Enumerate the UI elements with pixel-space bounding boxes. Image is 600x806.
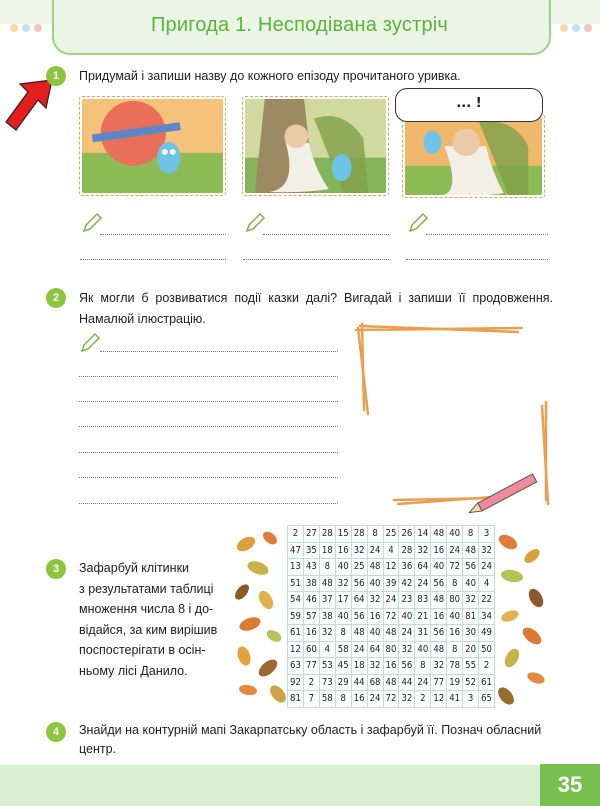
grid-cell[interactable]: 7: [303, 691, 319, 708]
writing-line[interactable]: [79, 452, 338, 453]
grid-cell[interactable]: 53: [319, 658, 335, 675]
grid-cell[interactable]: 24: [367, 542, 383, 559]
grid-cell[interactable]: 48: [463, 542, 479, 559]
grid-cell[interactable]: 40: [367, 575, 383, 592]
grid-cell[interactable]: 81: [463, 608, 479, 625]
grid-cell[interactable]: 40: [335, 608, 351, 625]
grid-cell[interactable]: 56: [431, 575, 447, 592]
grid-cell[interactable]: 81: [288, 691, 304, 708]
grid-cell[interactable]: 24: [351, 641, 367, 658]
grid-cell[interactable]: 19: [447, 674, 463, 691]
writing-line[interactable]: [79, 477, 338, 478]
grid-cell[interactable]: 64: [367, 641, 383, 658]
grid-row: [288, 559, 495, 576]
grid-cell[interactable]: 48: [351, 625, 367, 642]
drawing-area-frame[interactable]: [350, 322, 556, 514]
grid-cell[interactable]: 2: [415, 691, 431, 708]
illustration-2: [242, 96, 389, 196]
grid-cell[interactable]: 58: [319, 691, 335, 708]
grid-cell[interactable]: 32: [351, 542, 367, 559]
grid-cell[interactable]: 40: [367, 625, 383, 642]
grid-cell[interactable]: 77: [303, 658, 319, 675]
grid-cell[interactable]: 3: [463, 691, 479, 708]
grid-cell[interactable]: 24: [383, 592, 399, 609]
grid-cell[interactable]: 38: [303, 575, 319, 592]
grid-cell[interactable]: 50: [479, 641, 495, 658]
pencil-icon: [79, 332, 101, 354]
grid-cell[interactable]: 18: [351, 658, 367, 675]
grid-cell[interactable]: 56: [399, 658, 415, 675]
grid-cell[interactable]: 16: [335, 542, 351, 559]
grid-row: [288, 608, 495, 625]
page-title: Пригода 1. Несподівана зустріч: [150, 14, 449, 36]
grid-row: [288, 526, 495, 543]
grid-cell[interactable]: 40: [447, 608, 463, 625]
grid-cell[interactable]: 49: [479, 625, 495, 642]
grid-cell[interactable]: 4: [383, 542, 399, 559]
writing-line[interactable]: [406, 259, 548, 260]
grid-cell[interactable]: 12: [383, 559, 399, 576]
decor-dot: [10, 24, 18, 32]
grid-cell[interactable]: 24: [479, 559, 495, 576]
grid-cell[interactable]: 37: [319, 592, 335, 609]
task-3-line: Зафарбуй клітинки: [79, 561, 190, 575]
grid-cell[interactable]: 80: [383, 641, 399, 658]
grid-cell[interactable]: 28: [319, 526, 335, 543]
grid-cell[interactable]: 8: [447, 575, 463, 592]
grid-cell[interactable]: 15: [335, 526, 351, 543]
task-number: 3: [46, 559, 66, 579]
grid-cell[interactable]: 59: [288, 608, 304, 625]
grid-cell[interactable]: 18: [319, 542, 335, 559]
grid-cell[interactable]: 32: [335, 575, 351, 592]
grid-row: [288, 658, 495, 675]
grid-cell[interactable]: 32: [463, 592, 479, 609]
grid-cell[interactable]: 40: [399, 608, 415, 625]
writing-line[interactable]: [79, 401, 338, 402]
grid-cell[interactable]: 32: [319, 625, 335, 642]
grid-cell[interactable]: 51: [288, 575, 304, 592]
grid-cell[interactable]: 32: [367, 658, 383, 675]
grid-cell[interactable]: 54: [288, 592, 304, 609]
grid-cell[interactable]: 57: [303, 608, 319, 625]
grid-cell[interactable]: 16: [351, 691, 367, 708]
illustration-1: [79, 96, 226, 196]
writing-line[interactable]: [79, 426, 338, 427]
grid-cell[interactable]: 40: [431, 559, 447, 576]
task-number: 1: [46, 66, 66, 86]
grid-row: [288, 575, 495, 592]
speech-bubble: ... !: [395, 88, 543, 122]
grid-cell[interactable]: 56: [431, 625, 447, 642]
grid-cell[interactable]: 41: [447, 691, 463, 708]
grid-cell[interactable]: 24: [415, 575, 431, 592]
grid-cell[interactable]: 48: [431, 592, 447, 609]
grid-cell[interactable]: 48: [431, 641, 447, 658]
multiplication-grid: [287, 525, 495, 708]
grid-cell[interactable]: 61: [479, 674, 495, 691]
grid-cell[interactable]: 32: [399, 691, 415, 708]
grid-cell[interactable]: 17: [335, 592, 351, 609]
grid-cell[interactable]: 4: [479, 575, 495, 592]
grid-cell[interactable]: 8: [415, 658, 431, 675]
grid-cell[interactable]: 32: [367, 592, 383, 609]
grid-cell[interactable]: 77: [431, 674, 447, 691]
grid-cell[interactable]: 2: [479, 658, 495, 675]
task-number: 4: [46, 722, 66, 742]
grid-cell[interactable]: 64: [351, 592, 367, 609]
grid-cell[interactable]: 68: [367, 674, 383, 691]
task-2-text: Як могли б розвиватися події казки далі? Вигадай і запиши її продовження. Намалюй ілюстрацію.: [79, 291, 553, 326]
writing-line[interactable]: [426, 234, 548, 235]
grid-cell[interactable]: 4: [319, 641, 335, 658]
grid-cell[interactable]: 72: [383, 691, 399, 708]
grid-cell[interactable]: 58: [335, 641, 351, 658]
writing-line[interactable]: [263, 234, 389, 235]
grid-cell[interactable]: 24: [367, 691, 383, 708]
grid-cell[interactable]: 52: [463, 674, 479, 691]
grid-cell[interactable]: 40: [463, 575, 479, 592]
task-4-text: Знайди на контурній мапі Закарпатську область і зафарбуй її. Познач обласний центр.: [79, 723, 542, 756]
grid-cell[interactable]: 8: [335, 625, 351, 642]
grid-cell[interactable]: 28: [351, 526, 367, 543]
grid-cell[interactable]: 29: [335, 674, 351, 691]
task-3-line: ньому лісі Данило.: [79, 663, 188, 678]
writing-line[interactable]: [100, 234, 226, 235]
grid-cell[interactable]: 16: [303, 625, 319, 642]
decor-dot: [560, 24, 568, 32]
grid-cell[interactable]: 24: [415, 674, 431, 691]
grid-cell[interactable]: 72: [383, 608, 399, 625]
task-3-line: поспостерігати в осін-: [79, 643, 206, 657]
grid-cell[interactable]: 32: [431, 658, 447, 675]
grid-cell[interactable]: 55: [463, 658, 479, 675]
decor-dot: [572, 24, 580, 32]
decor-dot: [22, 24, 30, 32]
footer-band: [0, 765, 600, 806]
grid-cell[interactable]: 48: [383, 674, 399, 691]
grid-cell[interactable]: 32: [479, 542, 495, 559]
grid-cell[interactable]: 56: [463, 559, 479, 576]
grid-cell[interactable]: 40: [335, 559, 351, 576]
pencil-icon: [81, 212, 103, 234]
grid-cell[interactable]: 56: [351, 575, 367, 592]
grid-cell[interactable]: 8: [319, 559, 335, 576]
grid-cell[interactable]: 34: [479, 608, 495, 625]
writing-line[interactable]: [80, 259, 226, 260]
grid-cell[interactable]: 40: [447, 526, 463, 543]
grid-cell[interactable]: 36: [399, 559, 415, 576]
grid-row: [288, 625, 495, 642]
grid-cell[interactable]: 32: [399, 641, 415, 658]
grid-cell[interactable]: 42: [399, 575, 415, 592]
grid-cell[interactable]: 92: [288, 674, 304, 691]
grid-cell[interactable]: 8: [367, 526, 383, 543]
grid-cell[interactable]: 24: [447, 542, 463, 559]
grid-cell[interactable]: 48: [431, 526, 447, 543]
grid-cell[interactable]: 44: [351, 674, 367, 691]
task-3-line: з результатами таблиці: [79, 581, 214, 596]
grid-cell[interactable]: 63: [288, 658, 304, 675]
grid-cell[interactable]: 27: [303, 526, 319, 543]
grid-cell[interactable]: 45: [335, 658, 351, 675]
writing-line[interactable]: [79, 503, 338, 504]
writing-line[interactable]: [243, 259, 389, 260]
grid-cell[interactable]: 16: [367, 608, 383, 625]
grid-cell[interactable]: 14: [415, 526, 431, 543]
grid-cell[interactable]: 25: [383, 526, 399, 543]
grid-row: [288, 674, 495, 691]
grid-cell[interactable]: 73: [319, 674, 335, 691]
grid-cell[interactable]: 16: [431, 542, 447, 559]
task-number: 2: [46, 288, 66, 308]
grid-cell[interactable]: 61: [288, 625, 304, 642]
grid-cell[interactable]: 40: [415, 641, 431, 658]
grid-cell[interactable]: 83: [415, 592, 431, 609]
grid-cell[interactable]: 60: [303, 641, 319, 658]
grid-cell[interactable]: 21: [415, 608, 431, 625]
grid-cell[interactable]: 80: [447, 592, 463, 609]
grid-cell[interactable]: 8: [447, 641, 463, 658]
grid-cell[interactable]: 22: [479, 592, 495, 609]
grid-cell[interactable]: 31: [415, 625, 431, 642]
page-number: 35: [540, 764, 600, 806]
grid-cell[interactable]: 2: [288, 526, 304, 543]
grid-cell[interactable]: 48: [367, 559, 383, 576]
grid-cell[interactable]: 8: [335, 691, 351, 708]
grid-row: [288, 691, 495, 708]
task-3-line: відайся, за ким вирішив: [79, 622, 218, 637]
task-3-line: множення числа 8 і до-: [79, 602, 214, 616]
grid-row: [288, 592, 495, 609]
grid-cell[interactable]: 78: [447, 658, 463, 675]
grid-cell[interactable]: 56: [351, 608, 367, 625]
grid-cell[interactable]: 16: [447, 625, 463, 642]
illustration-3: [402, 114, 545, 198]
red-arrow-icon: [2, 78, 58, 136]
grid-cell[interactable]: 12: [288, 641, 304, 658]
grid-cell[interactable]: 8: [463, 526, 479, 543]
grid-cell[interactable]: 44: [399, 674, 415, 691]
grid-cell[interactable]: 64: [415, 559, 431, 576]
grid-cell[interactable]: 12: [431, 691, 447, 708]
writing-line[interactable]: [100, 351, 338, 352]
grid-cell[interactable]: 39: [383, 575, 399, 592]
grid-cell[interactable]: 20: [463, 641, 479, 658]
grid-cell[interactable]: 35: [303, 542, 319, 559]
decor-dot: [584, 24, 592, 32]
grid-cell[interactable]: 26: [399, 526, 415, 543]
grid-cell[interactable]: 16: [383, 658, 399, 675]
grid-cell[interactable]: 24: [399, 625, 415, 642]
grid-cell[interactable]: 65: [479, 691, 495, 708]
grid-cell[interactable]: 72: [447, 559, 463, 576]
grid-cell[interactable]: 23: [399, 592, 415, 609]
grid-cell[interactable]: 2: [303, 674, 319, 691]
grid-cell[interactable]: 32: [415, 542, 431, 559]
pencil-icon: [244, 212, 266, 234]
grid-cell[interactable]: 30: [463, 625, 479, 642]
grid-row: [288, 641, 495, 658]
grid-row: [288, 542, 495, 559]
task-3-text: [79, 558, 217, 681]
grid-cell[interactable]: 47: [288, 542, 304, 559]
grid-cell[interactable]: 3: [479, 526, 495, 543]
decor-dot: [34, 24, 42, 32]
grid-cell[interactable]: 46: [303, 592, 319, 609]
grid-cell[interactable]: 48: [383, 625, 399, 642]
pencil-icon: [407, 212, 429, 234]
grid-cell[interactable]: 25: [351, 559, 367, 576]
grid-cell[interactable]: 43: [303, 559, 319, 576]
task-1-text: Придумай і запиши назву до кожного епізоду прочитаного уривка.: [79, 69, 461, 83]
grid-cell[interactable]: 13: [288, 559, 304, 576]
writing-line[interactable]: [79, 376, 338, 377]
grid-cell[interactable]: 28: [399, 542, 415, 559]
grid-cell[interactable]: 16: [431, 608, 447, 625]
grid-cell[interactable]: 48: [319, 575, 335, 592]
grid-cell[interactable]: 38: [319, 608, 335, 625]
